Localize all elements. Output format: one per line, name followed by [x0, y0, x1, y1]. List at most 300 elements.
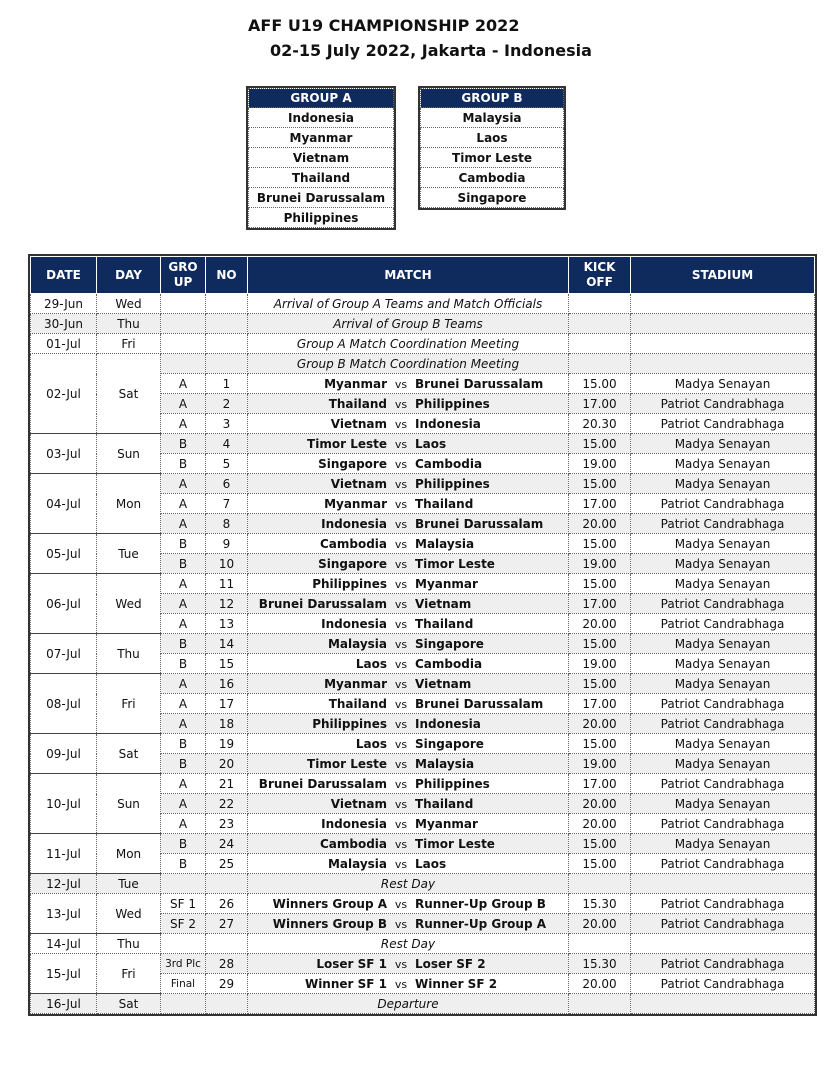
home-team: Vietnam	[330, 476, 387, 491]
match-cell	[248, 374, 569, 394]
away-team: Vietnam	[415, 596, 472, 611]
schedule-row	[31, 354, 815, 374]
home-team: Thailand	[328, 696, 387, 711]
day-cell: Tue	[97, 534, 161, 574]
stadium-cell	[631, 314, 815, 334]
away-team: Myanmar	[415, 576, 478, 591]
group-header: GROUP B	[421, 89, 564, 108]
day-cell: Thu	[97, 934, 161, 954]
stadium-cell: Madya Senayan	[631, 654, 815, 674]
schedule-row	[31, 474, 815, 494]
kickoff-cell: 15.00	[569, 474, 631, 494]
away-team: Philippines	[415, 476, 490, 491]
column-header: GRO UP	[161, 257, 206, 294]
match-cell	[248, 594, 569, 614]
schedule-row	[31, 934, 815, 954]
group-team-row	[249, 148, 394, 168]
day-cell: Fri	[97, 954, 161, 994]
away-team: Runner-Up Group A	[415, 916, 547, 931]
group-team-cell: Laos	[421, 128, 564, 148]
group-team-cell: Thailand	[249, 168, 394, 188]
vs-label: vs	[394, 577, 408, 591]
no-cell	[206, 314, 248, 334]
note-cell: Group B Match Coordination Meeting	[248, 354, 569, 374]
schedule-row	[31, 674, 815, 694]
kickoff-cell: 20.30	[569, 414, 631, 434]
away-team: Vietnam	[415, 676, 472, 691]
kickoff-cell: 20.00	[569, 794, 631, 814]
day-cell: Fri	[97, 334, 161, 354]
vs-label: vs	[394, 957, 408, 971]
home-team: Malaysia	[327, 856, 387, 871]
stadium-cell	[631, 934, 815, 954]
away-team: Laos	[415, 856, 447, 871]
date-cell: 06-Jul	[31, 574, 97, 634]
away-team: Cambodia	[415, 656, 483, 671]
kickoff-cell: 17.00	[569, 594, 631, 614]
schedule-row	[31, 894, 815, 914]
no-cell	[206, 874, 248, 894]
vs-label: vs	[394, 677, 408, 691]
match-cell	[248, 454, 569, 474]
vs-label: vs	[394, 777, 408, 791]
group-cell: A	[161, 814, 206, 834]
kickoff-cell: 15.00	[569, 834, 631, 854]
schedule-row	[31, 534, 815, 554]
group-team-row	[421, 108, 564, 128]
home-team: Laos	[355, 736, 387, 751]
home-team: Vietnam	[330, 796, 387, 811]
day-cell: Wed	[97, 294, 161, 314]
vs-label: vs	[394, 917, 408, 931]
match-cell	[248, 954, 569, 974]
vs-label: vs	[394, 757, 408, 771]
stadium-cell	[631, 994, 815, 1014]
kickoff-cell: 17.00	[569, 774, 631, 794]
home-team: Singapore	[318, 456, 387, 471]
note-cell: Group A Match Coordination Meeting	[248, 334, 569, 354]
day-cell: Sat	[97, 734, 161, 774]
match-cell	[248, 834, 569, 854]
stadium-cell: Patriot Candrabhaga	[631, 714, 815, 734]
stadium-cell: Madya Senayan	[631, 454, 815, 474]
kickoff-cell	[569, 934, 631, 954]
no-cell: 26	[206, 894, 248, 914]
group-cell: A	[161, 614, 206, 634]
no-cell: 28	[206, 954, 248, 974]
group-cell: A	[161, 714, 206, 734]
kickoff-cell	[569, 294, 631, 314]
no-cell: 16	[206, 674, 248, 694]
match-cell	[248, 634, 569, 654]
match-cell	[248, 734, 569, 754]
no-cell: 25	[206, 854, 248, 874]
no-cell	[206, 934, 248, 954]
stadium-cell	[631, 294, 815, 314]
no-cell: 20	[206, 754, 248, 774]
away-team: Myanmar	[415, 816, 478, 831]
no-cell: 17	[206, 694, 248, 714]
group-cell: A	[161, 694, 206, 714]
day-cell: Wed	[97, 894, 161, 934]
away-team: Indonesia	[415, 416, 481, 431]
date-cell: 10-Jul	[31, 774, 97, 834]
group-team-row	[421, 148, 564, 168]
schedule-table	[28, 254, 817, 1016]
kickoff-cell: 15.00	[569, 854, 631, 874]
kickoff-cell: 17.00	[569, 494, 631, 514]
kickoff-cell: 20.00	[569, 514, 631, 534]
stadium-cell	[631, 354, 815, 374]
stadium-cell: Patriot Candrabhaga	[631, 694, 815, 714]
away-team: Thailand	[415, 616, 474, 631]
home-team: Philippines	[312, 716, 387, 731]
away-team: Laos	[415, 436, 447, 451]
home-team: Myanmar	[324, 376, 387, 391]
schedule-row	[31, 314, 815, 334]
stadium-cell: Patriot Candrabhaga	[631, 614, 815, 634]
schedule-row	[31, 434, 815, 454]
stadium-cell: Patriot Candrabhaga	[631, 394, 815, 414]
day-cell: Sun	[97, 434, 161, 474]
no-cell: 23	[206, 814, 248, 834]
kickoff-cell: 17.00	[569, 694, 631, 714]
group-team-cell: Vietnam	[249, 148, 394, 168]
note-cell: Rest Day	[248, 934, 569, 954]
group-cell: SF 1	[161, 894, 206, 914]
group-team-row	[421, 188, 564, 208]
vs-label: vs	[394, 557, 408, 571]
match-cell	[248, 914, 569, 934]
day-cell: Sun	[97, 774, 161, 834]
home-team: Malaysia	[327, 636, 387, 651]
vs-label: vs	[394, 437, 408, 451]
group-cell: B	[161, 834, 206, 854]
date-cell: 03-Jul	[31, 434, 97, 474]
stadium-cell	[631, 874, 815, 894]
group-cell	[161, 994, 206, 1014]
date-cell: 13-Jul	[31, 894, 97, 934]
note-cell: Arrival of Group B Teams	[248, 314, 569, 334]
kickoff-cell: 19.00	[569, 454, 631, 474]
no-cell: 3	[206, 414, 248, 434]
vs-label: vs	[394, 477, 408, 491]
away-team: Thailand	[415, 496, 474, 511]
group-cell: B	[161, 734, 206, 754]
schedule-row	[31, 954, 815, 974]
away-team: Malaysia	[415, 756, 475, 771]
match-cell	[248, 794, 569, 814]
vs-label: vs	[394, 897, 408, 911]
group-cell: A	[161, 594, 206, 614]
group-cell: A	[161, 794, 206, 814]
kickoff-cell: 20.00	[569, 714, 631, 734]
no-cell: 8	[206, 514, 248, 534]
no-cell	[206, 334, 248, 354]
no-cell	[206, 994, 248, 1014]
date-cell: 12-Jul	[31, 874, 97, 894]
group-cell: A	[161, 474, 206, 494]
match-cell	[248, 894, 569, 914]
column-header: MATCH	[248, 257, 569, 294]
match-cell	[248, 714, 569, 734]
note-cell: Departure	[248, 994, 569, 1014]
match-cell	[248, 754, 569, 774]
group-team-row	[421, 128, 564, 148]
date-cell: 29-Jun	[31, 294, 97, 314]
schedule-row	[31, 574, 815, 594]
date-cell: 08-Jul	[31, 674, 97, 734]
group-cell: B	[161, 754, 206, 774]
match-cell	[248, 574, 569, 594]
no-cell: 19	[206, 734, 248, 754]
away-team: Singapore	[415, 636, 484, 651]
no-cell: 9	[206, 534, 248, 554]
home-team: Thailand	[328, 396, 387, 411]
day-cell: Fri	[97, 674, 161, 734]
schedule-row	[31, 774, 815, 794]
no-cell: 11	[206, 574, 248, 594]
date-cell: 07-Jul	[31, 634, 97, 674]
group-cell	[161, 354, 206, 374]
day-cell: Mon	[97, 834, 161, 874]
away-team: Timor Leste	[415, 836, 495, 851]
day-cell: Thu	[97, 634, 161, 674]
group-cell: A	[161, 414, 206, 434]
group-team-row	[249, 208, 394, 228]
kickoff-cell: 19.00	[569, 654, 631, 674]
home-team: Brunei Darussalam	[258, 776, 387, 791]
home-team: Laos	[355, 656, 387, 671]
no-cell: 5	[206, 454, 248, 474]
vs-label: vs	[394, 837, 408, 851]
match-cell	[248, 514, 569, 534]
vs-label: vs	[394, 977, 408, 991]
vs-label: vs	[394, 397, 408, 411]
vs-label: vs	[394, 377, 408, 391]
stadium-cell: Patriot Candrabhaga	[631, 974, 815, 994]
group-cell: 3rd Plc	[161, 954, 206, 974]
match-cell	[248, 974, 569, 994]
group-cell: Final	[161, 974, 206, 994]
group-cell: A	[161, 774, 206, 794]
schedule-row	[31, 294, 815, 314]
group-cell: A	[161, 374, 206, 394]
away-team: Timor Leste	[415, 556, 495, 571]
match-cell	[248, 474, 569, 494]
date-cell: 09-Jul	[31, 734, 97, 774]
match-cell	[248, 614, 569, 634]
group-cell: A	[161, 574, 206, 594]
match-cell	[248, 854, 569, 874]
home-team: Cambodia	[319, 536, 387, 551]
no-cell	[206, 354, 248, 374]
match-cell	[248, 534, 569, 554]
kickoff-cell: 19.00	[569, 554, 631, 574]
no-cell: 2	[206, 394, 248, 414]
day-cell: Mon	[97, 474, 161, 534]
home-team: Cambodia	[319, 836, 387, 851]
no-cell: 21	[206, 774, 248, 794]
match-cell	[248, 654, 569, 674]
no-cell: 15	[206, 654, 248, 674]
day-cell: Thu	[97, 314, 161, 334]
vs-label: vs	[394, 597, 408, 611]
away-team: Brunei Darussalam	[415, 696, 544, 711]
no-cell: 6	[206, 474, 248, 494]
no-cell: 7	[206, 494, 248, 514]
away-team: Brunei Darussalam	[415, 376, 544, 391]
day-cell: Wed	[97, 574, 161, 634]
kickoff-cell: 15.00	[569, 574, 631, 594]
stadium-cell: Patriot Candrabhaga	[631, 894, 815, 914]
group-team-row	[249, 188, 394, 208]
date-cell: 30-Jun	[31, 314, 97, 334]
home-team: Philippines	[312, 576, 387, 591]
stadium-cell: Madya Senayan	[631, 434, 815, 454]
vs-label: vs	[394, 517, 408, 531]
group-cell: A	[161, 514, 206, 534]
stadium-cell: Madya Senayan	[631, 734, 815, 754]
group-cell: B	[161, 554, 206, 574]
match-cell	[248, 494, 569, 514]
kickoff-cell	[569, 354, 631, 374]
vs-label: vs	[394, 657, 408, 671]
group-b-table	[418, 86, 566, 210]
stadium-cell: Madya Senayan	[631, 374, 815, 394]
match-cell	[248, 674, 569, 694]
stadium-cell: Patriot Candrabhaga	[631, 814, 815, 834]
home-team: Myanmar	[324, 496, 387, 511]
group-team-cell: Brunei Darussalam	[249, 188, 394, 208]
kickoff-cell: 15.30	[569, 894, 631, 914]
group-team-row	[249, 168, 394, 188]
away-team: Cambodia	[415, 456, 483, 471]
home-team: Singapore	[318, 556, 387, 571]
kickoff-cell: 20.00	[569, 914, 631, 934]
home-team: Winners Group A	[272, 896, 387, 911]
home-team: Brunei Darussalam	[258, 596, 387, 611]
stadium-cell: Patriot Candrabhaga	[631, 914, 815, 934]
stadium-cell: Madya Senayan	[631, 554, 815, 574]
match-cell	[248, 814, 569, 834]
kickoff-cell: 15.00	[569, 674, 631, 694]
away-team: Loser SF 2	[415, 956, 486, 971]
date-cell: 04-Jul	[31, 474, 97, 534]
date-cell: 11-Jul	[31, 834, 97, 874]
group-cell: B	[161, 454, 206, 474]
note-cell: Rest Day	[248, 874, 569, 894]
no-cell: 4	[206, 434, 248, 454]
stadium-cell: Madya Senayan	[631, 634, 815, 654]
date-cell: 16-Jul	[31, 994, 97, 1014]
group-cell: B	[161, 534, 206, 554]
no-cell: 1	[206, 374, 248, 394]
group-team-row	[249, 108, 394, 128]
vs-label: vs	[394, 797, 408, 811]
schedule-row	[31, 334, 815, 354]
column-header: DATE	[31, 257, 97, 294]
vs-label: vs	[394, 497, 408, 511]
match-cell	[248, 554, 569, 574]
group-team-cell: Indonesia	[249, 108, 394, 128]
no-cell: 18	[206, 714, 248, 734]
group-team-cell: Philippines	[249, 208, 394, 228]
away-team: Singapore	[415, 736, 484, 751]
match-cell	[248, 774, 569, 794]
vs-label: vs	[394, 817, 408, 831]
stadium-cell: Madya Senayan	[631, 834, 815, 854]
group-team-cell: Myanmar	[249, 128, 394, 148]
column-header: STADIUM	[631, 257, 815, 294]
group-cell	[161, 934, 206, 954]
kickoff-cell	[569, 314, 631, 334]
vs-label: vs	[394, 537, 408, 551]
vs-label: vs	[394, 697, 408, 711]
group-cell	[161, 334, 206, 354]
no-cell	[206, 294, 248, 314]
no-cell: 14	[206, 634, 248, 654]
page-subtitle: 02-15 July 2022, Jakarta - Indonesia	[270, 41, 592, 60]
group-team-cell: Singapore	[421, 188, 564, 208]
date-cell: 14-Jul	[31, 934, 97, 954]
vs-label: vs	[394, 417, 408, 431]
stadium-cell: Madya Senayan	[631, 754, 815, 774]
stadium-cell: Madya Senayan	[631, 474, 815, 494]
kickoff-cell	[569, 874, 631, 894]
schedule-row	[31, 874, 815, 894]
away-team: Indonesia	[415, 716, 481, 731]
kickoff-cell: 20.00	[569, 614, 631, 634]
vs-label: vs	[394, 617, 408, 631]
group-cell: B	[161, 654, 206, 674]
no-cell: 12	[206, 594, 248, 614]
home-team: Loser SF 1	[316, 956, 387, 971]
schedule-header-row	[31, 257, 815, 294]
group-team-cell: Timor Leste	[421, 148, 564, 168]
match-cell	[248, 414, 569, 434]
no-cell: 27	[206, 914, 248, 934]
column-header: NO	[206, 257, 248, 294]
group-cell: A	[161, 674, 206, 694]
group-cell	[161, 314, 206, 334]
home-team: Winners Group B	[272, 916, 387, 931]
match-cell	[248, 694, 569, 714]
group-team-row	[249, 128, 394, 148]
stadium-cell	[631, 334, 815, 354]
vs-label: vs	[394, 737, 408, 751]
match-cell	[248, 394, 569, 414]
page-title: AFF U19 CHAMPIONSHIP 2022	[248, 16, 520, 35]
kickoff-cell: 20.00	[569, 974, 631, 994]
kickoff-cell: 15.00	[569, 434, 631, 454]
schedule-row	[31, 634, 815, 654]
kickoff-cell	[569, 994, 631, 1014]
day-cell: Tue	[97, 874, 161, 894]
away-team: Brunei Darussalam	[415, 516, 544, 531]
kickoff-cell: 15.00	[569, 534, 631, 554]
group-cell	[161, 294, 206, 314]
home-team: Indonesia	[321, 816, 387, 831]
no-cell: 13	[206, 614, 248, 634]
kickoff-cell: 19.00	[569, 754, 631, 774]
group-cell: B	[161, 634, 206, 654]
date-cell: 02-Jul	[31, 354, 97, 434]
no-cell: 10	[206, 554, 248, 574]
stadium-cell: Madya Senayan	[631, 794, 815, 814]
stadium-cell: Madya Senayan	[631, 534, 815, 554]
group-team-row	[421, 168, 564, 188]
